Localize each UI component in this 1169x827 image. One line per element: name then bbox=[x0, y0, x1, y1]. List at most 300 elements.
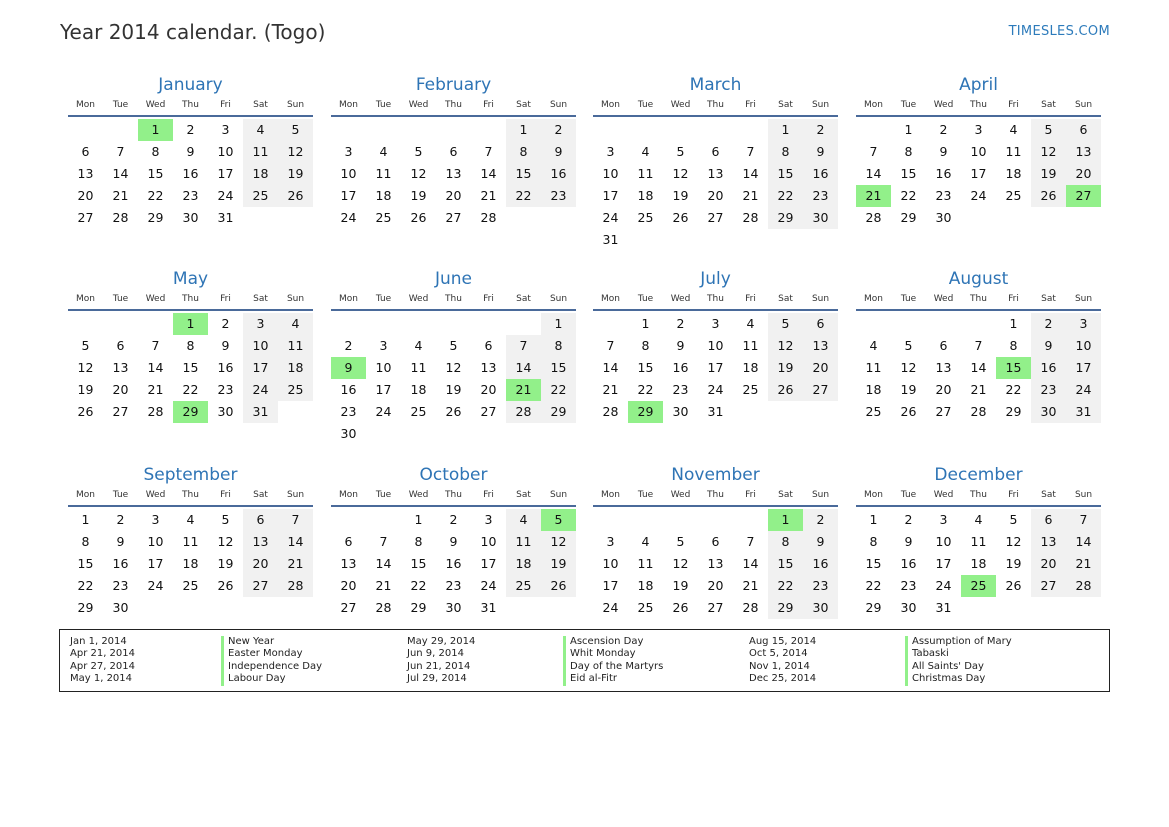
weekday-label: Tue bbox=[637, 100, 654, 110]
weekday-label: Sun bbox=[549, 294, 568, 304]
day-cell: 8 bbox=[414, 534, 423, 549]
day-cell: 5 bbox=[768, 313, 803, 335]
day-cell: 16 bbox=[217, 360, 234, 375]
day-cell: 25 bbox=[865, 404, 882, 419]
empty-cell bbox=[663, 509, 698, 531]
day-cell: 24 bbox=[1066, 379, 1101, 401]
day-cell: 14 bbox=[506, 357, 541, 379]
day-cell: 19 bbox=[672, 188, 689, 203]
week-row bbox=[331, 335, 576, 357]
day-cell: 3 bbox=[243, 313, 278, 335]
weekday-header bbox=[68, 488, 313, 502]
day-cell: 8 bbox=[506, 141, 541, 163]
week-row bbox=[856, 379, 1101, 401]
day-cell: 1 bbox=[414, 512, 423, 527]
empty-cell bbox=[541, 423, 576, 445]
week-row bbox=[856, 141, 1101, 163]
weekday-label: Fri bbox=[483, 294, 494, 304]
empty-cell bbox=[278, 597, 313, 619]
empty-cell bbox=[471, 119, 506, 141]
day-cell: 16 bbox=[935, 166, 952, 181]
day-cell: 4 bbox=[506, 509, 541, 531]
day-cell: 30 bbox=[1031, 401, 1066, 423]
day-cell: 20 bbox=[112, 382, 129, 397]
week-row bbox=[593, 379, 838, 401]
holiday-day-cell: 1 bbox=[138, 119, 173, 141]
day-cell: 26 bbox=[1031, 185, 1066, 207]
empty-cell bbox=[628, 229, 663, 251]
day-cell: 31 bbox=[935, 600, 952, 615]
empty-cell bbox=[138, 597, 173, 619]
holiday-day-cell: 1 bbox=[173, 313, 208, 335]
day-cell: 18 bbox=[278, 357, 313, 379]
month-name: October bbox=[419, 465, 488, 485]
day-cell: 13 bbox=[803, 335, 838, 357]
day-cell: 12 bbox=[541, 531, 576, 553]
day-cell: 21 bbox=[602, 382, 619, 397]
legend-holiday: Independence Day bbox=[221, 661, 322, 673]
weekday-label: Thu bbox=[182, 294, 199, 304]
weekday-label: Wed bbox=[670, 100, 691, 110]
day-cell: 6 bbox=[1031, 509, 1066, 531]
day-cell: 26 bbox=[410, 210, 427, 225]
day-cell: 17 bbox=[147, 556, 164, 571]
day-cell: 21 bbox=[112, 188, 129, 203]
weekday-label: Tue bbox=[900, 100, 917, 110]
week-row bbox=[593, 335, 838, 357]
day-cell: 26 bbox=[900, 404, 917, 419]
empty-cell bbox=[1031, 207, 1066, 229]
empty-cell bbox=[541, 597, 576, 619]
day-cell: 9 bbox=[221, 338, 230, 353]
day-cell: 8 bbox=[541, 335, 576, 357]
day-cell: 24 bbox=[217, 188, 234, 203]
day-cell: 19 bbox=[445, 382, 462, 397]
weekday-label: Thu bbox=[445, 490, 462, 500]
day-cell: 22 bbox=[182, 382, 199, 397]
holiday-day-cell: 25 bbox=[961, 575, 996, 597]
day-cell: 5 bbox=[1009, 512, 1018, 527]
empty-cell bbox=[926, 313, 961, 335]
day-cell: 21 bbox=[742, 188, 759, 203]
legend-holiday: Labour Day bbox=[221, 673, 322, 685]
day-cell: 28 bbox=[970, 404, 987, 419]
weekday-label: Thu bbox=[445, 294, 462, 304]
holiday-day-cell: 29 bbox=[173, 401, 208, 423]
week-row bbox=[68, 185, 313, 207]
week-row bbox=[593, 313, 838, 335]
day-cell: 9 bbox=[116, 534, 125, 549]
day-cell: 29 bbox=[768, 597, 803, 619]
empty-cell bbox=[803, 229, 838, 251]
day-cell: 16 bbox=[340, 382, 357, 397]
day-cell: 15 bbox=[768, 553, 803, 575]
day-cell: 18 bbox=[1005, 166, 1022, 181]
day-cell: 3 bbox=[939, 512, 948, 527]
day-cell: 25 bbox=[637, 210, 654, 225]
day-cell: 11 bbox=[375, 166, 392, 181]
day-cell: 22 bbox=[768, 185, 803, 207]
day-cell: 8 bbox=[81, 534, 90, 549]
day-cell: 27 bbox=[480, 404, 497, 419]
empty-cell bbox=[768, 401, 803, 423]
day-cell: 8 bbox=[869, 534, 878, 549]
legend-holiday: Christmas Day bbox=[905, 673, 1012, 685]
day-cell: 23 bbox=[803, 575, 838, 597]
week-row bbox=[68, 119, 313, 141]
empty-cell bbox=[593, 509, 628, 531]
day-cell: 14 bbox=[1066, 531, 1101, 553]
week-row bbox=[68, 379, 313, 401]
day-cell: 29 bbox=[77, 600, 94, 615]
day-cell: 11 bbox=[410, 360, 427, 375]
day-cell: 10 bbox=[970, 144, 987, 159]
day-cell: 12 bbox=[1031, 141, 1066, 163]
weekday-header bbox=[331, 488, 576, 502]
empty-cell bbox=[506, 313, 541, 335]
weekday-label: Thu bbox=[970, 294, 987, 304]
day-cell: 11 bbox=[278, 335, 313, 357]
holiday-day-cell: 9 bbox=[331, 357, 366, 379]
weekday-label: Mon bbox=[339, 490, 358, 500]
empty-cell bbox=[436, 423, 471, 445]
weekday-label: Fri bbox=[745, 490, 756, 500]
day-cell: 23 bbox=[672, 382, 689, 397]
legend-date: Jun 21, 2014 bbox=[407, 660, 471, 672]
day-cell: 27 bbox=[340, 600, 357, 615]
day-cell: 27 bbox=[1031, 575, 1066, 597]
month-divider bbox=[593, 115, 838, 117]
day-cell: 18 bbox=[637, 578, 654, 593]
week-row bbox=[68, 553, 313, 575]
day-cell: 16 bbox=[900, 556, 917, 571]
day-cell: 28 bbox=[742, 600, 759, 615]
day-cell: 11 bbox=[182, 534, 199, 549]
empty-cell bbox=[173, 597, 208, 619]
day-cell: 28 bbox=[506, 401, 541, 423]
day-cell: 13 bbox=[1031, 531, 1066, 553]
legend-date: Jun 9, 2014 bbox=[407, 648, 464, 660]
day-cell: 25 bbox=[375, 210, 392, 225]
day-cell: 18 bbox=[637, 188, 654, 203]
day-cell: 26 bbox=[278, 185, 313, 207]
week-row bbox=[856, 313, 1101, 335]
week-row bbox=[856, 531, 1101, 553]
day-cell: 24 bbox=[707, 382, 724, 397]
day-cell: 14 bbox=[602, 360, 619, 375]
day-cell: 12 bbox=[672, 556, 689, 571]
weekday-header bbox=[856, 292, 1101, 306]
weekday-label: Sun bbox=[286, 490, 305, 500]
weekday-label: Thu bbox=[707, 100, 724, 110]
holiday-day-cell: 5 bbox=[541, 509, 576, 531]
day-cell: 13 bbox=[340, 556, 357, 571]
weekday-header bbox=[331, 292, 576, 306]
week-row bbox=[856, 207, 1101, 229]
empty-cell bbox=[401, 423, 436, 445]
day-cell: 24 bbox=[970, 188, 987, 203]
day-cell: 14 bbox=[147, 360, 164, 375]
legend-names-col-1 bbox=[221, 636, 322, 686]
day-cell: 31 bbox=[707, 404, 724, 419]
day-cell: 13 bbox=[112, 360, 129, 375]
weekday-header bbox=[856, 488, 1101, 502]
day-cell: 9 bbox=[186, 144, 195, 159]
day-cell: 20 bbox=[1031, 553, 1066, 575]
weekday-label: Tue bbox=[112, 294, 129, 304]
day-cell: 15 bbox=[637, 360, 654, 375]
day-cell: 9 bbox=[803, 531, 838, 553]
day-cell: 3 bbox=[606, 534, 615, 549]
week-row bbox=[593, 531, 838, 553]
day-cell: 7 bbox=[484, 144, 493, 159]
day-cell: 20 bbox=[935, 382, 952, 397]
holiday-day-cell: 27 bbox=[1066, 185, 1101, 207]
day-cell: 11 bbox=[1005, 144, 1022, 159]
weekday-label: Sat bbox=[778, 294, 793, 304]
empty-cell bbox=[541, 207, 576, 229]
day-cell: 9 bbox=[449, 534, 458, 549]
week-row bbox=[856, 401, 1101, 423]
month-divider bbox=[856, 115, 1101, 117]
day-cell: 2 bbox=[939, 122, 948, 137]
month-name: March bbox=[689, 75, 742, 95]
day-cell: 22 bbox=[637, 382, 654, 397]
week-row bbox=[593, 553, 838, 575]
month-divider bbox=[331, 115, 576, 117]
day-cell: 14 bbox=[112, 166, 129, 181]
week-row bbox=[856, 597, 1101, 619]
week-row bbox=[593, 597, 838, 619]
weekday-label: Tue bbox=[637, 294, 654, 304]
empty-cell bbox=[663, 229, 698, 251]
weekday-label: Mon bbox=[601, 100, 620, 110]
day-cell: 17 bbox=[602, 188, 619, 203]
site-link[interactable]: TIMESLES.COM bbox=[1008, 24, 1110, 39]
day-cell: 17 bbox=[243, 357, 278, 379]
week-row bbox=[856, 335, 1101, 357]
week-row bbox=[331, 531, 576, 553]
weekday-label: Mon bbox=[76, 100, 95, 110]
day-cell: 14 bbox=[742, 166, 759, 181]
day-cell: 24 bbox=[935, 578, 952, 593]
day-cell: 19 bbox=[672, 578, 689, 593]
week-row bbox=[331, 597, 576, 619]
weekday-label: Sat bbox=[253, 100, 268, 110]
day-cell: 17 bbox=[707, 360, 724, 375]
day-cell: 18 bbox=[970, 556, 987, 571]
day-cell: 5 bbox=[904, 338, 913, 353]
month-september bbox=[68, 464, 313, 619]
weekday-label: Wed bbox=[933, 294, 954, 304]
holiday-day-cell: 21 bbox=[506, 379, 541, 401]
weekday-label: Sun bbox=[811, 294, 830, 304]
legend-holiday: Assumption of Mary bbox=[905, 636, 1012, 648]
weekday-label: Fri bbox=[220, 490, 231, 500]
day-cell: 28 bbox=[147, 404, 164, 419]
weekday-label: Fri bbox=[220, 294, 231, 304]
day-cell: 30 bbox=[672, 404, 689, 419]
day-cell: 28 bbox=[1066, 575, 1101, 597]
day-cell: 30 bbox=[340, 426, 357, 441]
empty-cell bbox=[733, 509, 768, 531]
weekday-label: Mon bbox=[339, 294, 358, 304]
holiday-day-cell: 21 bbox=[856, 185, 891, 207]
day-cell: 25 bbox=[1005, 188, 1022, 203]
day-cell: 14 bbox=[865, 166, 882, 181]
empty-cell bbox=[768, 229, 803, 251]
day-cell: 28 bbox=[112, 210, 129, 225]
weekday-label: Tue bbox=[375, 294, 392, 304]
month-november bbox=[593, 464, 838, 619]
empty-cell bbox=[331, 313, 366, 335]
weekday-label: Sun bbox=[549, 490, 568, 500]
week-row bbox=[331, 313, 576, 335]
day-cell: 7 bbox=[151, 338, 160, 353]
day-cell: 1 bbox=[1009, 316, 1018, 331]
day-cell: 10 bbox=[707, 338, 724, 353]
day-cell: 19 bbox=[768, 357, 803, 379]
day-cell: 2 bbox=[116, 512, 125, 527]
day-cell: 29 bbox=[865, 600, 882, 615]
day-cell: 26 bbox=[672, 210, 689, 225]
week-row bbox=[68, 531, 313, 553]
weekday-label: Thu bbox=[445, 100, 462, 110]
day-cell: 26 bbox=[445, 404, 462, 419]
day-cell: 29 bbox=[410, 600, 427, 615]
weekday-label: Wed bbox=[145, 490, 166, 500]
day-cell: 7 bbox=[1066, 509, 1101, 531]
day-cell: 27 bbox=[803, 379, 838, 401]
day-cell: 25 bbox=[243, 185, 278, 207]
day-cell: 16 bbox=[445, 556, 462, 571]
week-row bbox=[68, 401, 313, 423]
holiday-day-cell: 29 bbox=[628, 401, 663, 423]
day-cell: 23 bbox=[182, 188, 199, 203]
day-cell: 1 bbox=[81, 512, 90, 527]
empty-cell bbox=[243, 597, 278, 619]
week-row bbox=[331, 119, 576, 141]
day-cell: 26 bbox=[217, 578, 234, 593]
empty-cell bbox=[506, 207, 541, 229]
day-cell: 13 bbox=[707, 556, 724, 571]
weekday-label: Sat bbox=[516, 294, 531, 304]
day-cell: 8 bbox=[186, 338, 195, 353]
day-cell: 19 bbox=[278, 163, 313, 185]
weekday-label: Wed bbox=[933, 490, 954, 500]
day-cell: 30 bbox=[803, 597, 838, 619]
weekday-label: Fri bbox=[483, 490, 494, 500]
day-cell: 24 bbox=[243, 379, 278, 401]
empty-cell bbox=[856, 313, 891, 335]
day-cell: 29 bbox=[147, 210, 164, 225]
day-cell: 2 bbox=[1031, 313, 1066, 335]
empty-cell bbox=[208, 597, 243, 619]
week-row bbox=[856, 509, 1101, 531]
weekday-label: Fri bbox=[1008, 294, 1019, 304]
day-cell: 30 bbox=[217, 404, 234, 419]
day-cell: 17 bbox=[480, 556, 497, 571]
day-cell: 27 bbox=[112, 404, 129, 419]
month-divider bbox=[593, 309, 838, 311]
weekday-label: Thu bbox=[970, 100, 987, 110]
week-row bbox=[331, 141, 576, 163]
day-cell: 10 bbox=[243, 335, 278, 357]
day-cell: 22 bbox=[768, 575, 803, 597]
day-cell: 26 bbox=[1005, 578, 1022, 593]
weekday-label: Mon bbox=[864, 294, 883, 304]
day-cell: 6 bbox=[243, 509, 278, 531]
day-cell: 8 bbox=[1009, 338, 1018, 353]
day-cell: 10 bbox=[480, 534, 497, 549]
day-cell: 12 bbox=[900, 360, 917, 375]
day-cell: 3 bbox=[974, 122, 983, 137]
day-cell: 24 bbox=[147, 578, 164, 593]
day-cell: 14 bbox=[742, 556, 759, 571]
week-row bbox=[593, 401, 838, 423]
day-cell: 27 bbox=[445, 210, 462, 225]
day-cell: 22 bbox=[865, 578, 882, 593]
day-cell: 23 bbox=[900, 578, 917, 593]
weekday-label: Sat bbox=[778, 100, 793, 110]
day-cell: 1 bbox=[541, 313, 576, 335]
weekday-label: Mon bbox=[601, 490, 620, 500]
day-cell: 13 bbox=[1066, 141, 1101, 163]
weekday-label: Fri bbox=[220, 100, 231, 110]
day-cell: 26 bbox=[77, 404, 94, 419]
day-cell: 3 bbox=[1066, 313, 1101, 335]
legend-date: Jul 29, 2014 bbox=[407, 673, 467, 685]
day-cell: 20 bbox=[803, 357, 838, 379]
week-row bbox=[68, 575, 313, 597]
month-august bbox=[856, 268, 1101, 423]
empty-cell bbox=[698, 509, 733, 531]
day-cell: 27 bbox=[243, 575, 278, 597]
week-row bbox=[593, 207, 838, 229]
empty-cell bbox=[698, 229, 733, 251]
day-cell: 3 bbox=[484, 512, 493, 527]
day-cell: 10 bbox=[602, 556, 619, 571]
day-cell: 4 bbox=[746, 316, 755, 331]
day-cell: 1 bbox=[869, 512, 878, 527]
day-cell: 23 bbox=[1031, 379, 1066, 401]
week-row bbox=[593, 229, 838, 251]
day-cell: 3 bbox=[606, 144, 615, 159]
weekday-label: Mon bbox=[339, 100, 358, 110]
weekday-header bbox=[331, 98, 576, 112]
day-cell: 7 bbox=[746, 144, 755, 159]
weekday-label: Tue bbox=[375, 490, 392, 500]
empty-cell bbox=[663, 119, 698, 141]
empty-cell bbox=[278, 401, 313, 423]
day-cell: 30 bbox=[112, 600, 129, 615]
day-cell: 6 bbox=[803, 313, 838, 335]
day-cell: 24 bbox=[375, 404, 392, 419]
empty-cell bbox=[628, 119, 663, 141]
day-cell: 6 bbox=[939, 338, 948, 353]
week-row bbox=[331, 423, 576, 445]
day-cell: 10 bbox=[375, 360, 392, 375]
weekday-label: Sat bbox=[253, 294, 268, 304]
day-cell: 5 bbox=[1031, 119, 1066, 141]
day-cell: 12 bbox=[410, 166, 427, 181]
day-cell: 23 bbox=[112, 578, 129, 593]
week-row bbox=[331, 185, 576, 207]
month-divider bbox=[68, 505, 313, 507]
weekday-label: Fri bbox=[745, 294, 756, 304]
day-cell: 26 bbox=[768, 379, 803, 401]
empty-cell bbox=[278, 207, 313, 229]
